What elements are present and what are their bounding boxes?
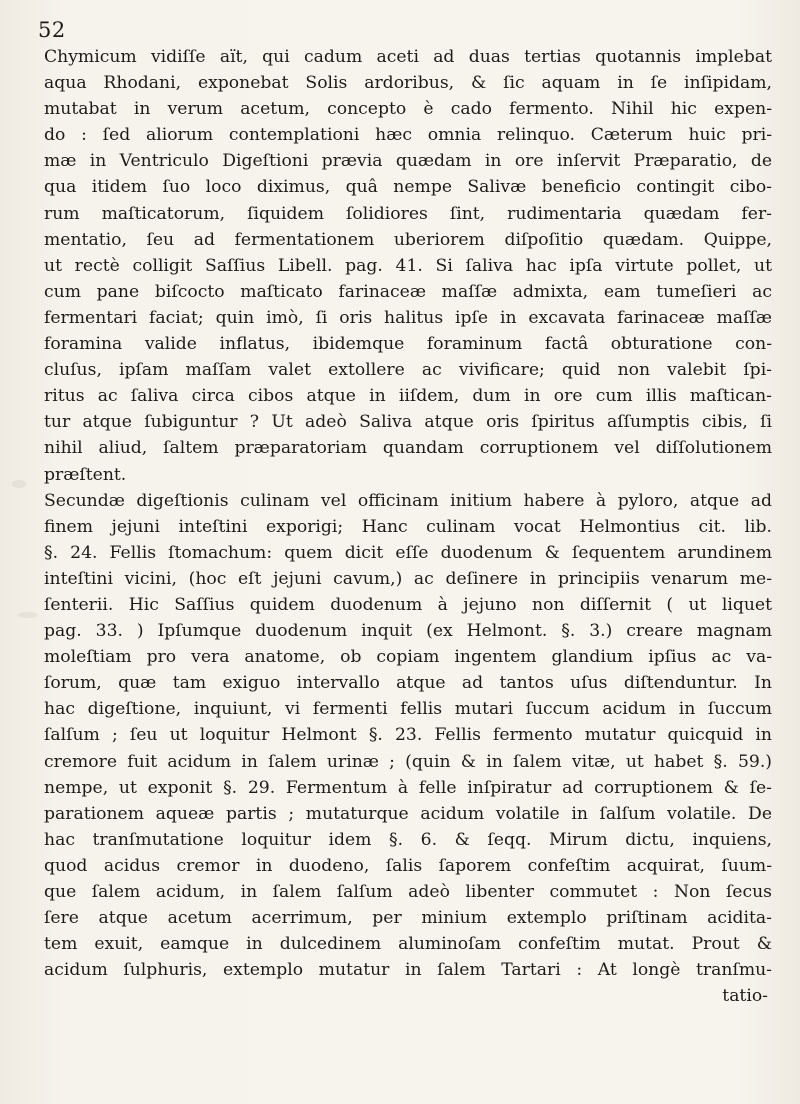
text-line: cluſus, ipſam maſſam valet extollere ac vivificare; quid non valebit ſpi- [44,360,772,381]
text-line: aqua Rhodani, exponebat Solis ardoribus, & ſic aquam in ſe inſipidam, [44,73,772,94]
text-line: Chymicum vidiſſe aït, qui cadum aceti ad duas tertias quotannis implebat [44,47,772,67]
text-line: cum pane biſcocto maſticato farinaceæ maſſæ admixta, eam tumeſieri ac [44,281,772,302]
text-line: quod acidus cremor in duodeno, ſalis ſaporem confeſtim acquirat, ſuum- [44,855,772,876]
text-line: rum maſticatorum, ſiquidem ſolidiores ſint, rudimentaria quædam fer- [44,203,772,224]
text-line: moleſtiam pro vera anatome, ob copiam ingentem glandium ipſius ac va- [44,647,772,668]
ink-smudge-mark [12,480,26,488]
text-line: pag. 33. ) Ipſumque duodenum inquit (ex Helmont. §. 3.) creare magnam [44,621,772,642]
text-line: ſalſum ; ſeu ut loquitur Helmont §. 23. Fellis fermento mutatur quicquid in [44,725,772,746]
text-line: finem jejuni inteſtini exporigi; Hanc culinam vocat Helmontius cit. lib. [44,516,772,537]
text-line: acidum ſulphuris, extemplo mutatur in ſalem Tartari : At longè tranſmu- [44,960,772,981]
catchword: tatio- [722,986,768,1007]
text-line: præſtent. [44,464,127,485]
text-line: mutabat in verum acetum, concepto è cado fermento. Nihil hic expen- [44,99,772,120]
page-number: 52 [38,18,66,42]
text-line: mentatio, ſeu ad fermentationem uberiorem diſpoſitio quædam. Quippe, [44,229,772,250]
text-line: ſorum, quæ tam exiguo intervallo atque ad tantos uſus diſtenduntur. In [44,673,772,694]
text-line: nihil aliud, ſaltem præparatoriam quandam corruptionem vel diſſolutionem [44,438,772,459]
text-line: ſere atque acetum acerrimum, per minium extemplo priſtinam acidita- [44,908,772,929]
text-line: §. 24. Fellis ſtomachum: quem dicit eſſe duodenum & ſequentem arundinem [44,542,772,563]
text-line: inteſtini vicini, (hoc eſt jejuni cavum,) ac deſinere in principiis venarum me- [44,568,772,589]
text-line: nempe, ut exponit §. 29. Fermentum à felle inſpiratur ad corruptionem & ſe- [44,777,772,798]
ink-smudge-mark [18,612,38,618]
text-line: hac digeſtione, inquiunt, vi fermenti fellis mutari ſuccum acidum in ſuccum [44,699,772,720]
text-line: Secundæ digeſtionis culinam vel officinam initium habere à pyloro, atque ad [44,490,772,511]
text-line: cremore fuit acidum in ſalem urinæ ; (quin & in ſalem vitæ, ut habet §. 59.) [44,751,772,772]
text-line: hac tranſmutatione loquitur idem §. 6. & ſeqq. Mirum dictu, inquiens, [44,829,772,850]
text-line: tur atque ſubiguntur ? Ut adeò Saliva atque oris ſpiritus aſſumptis cibis, ſi [44,412,772,433]
text-line: mæ in Ventriculo Digeſtioni prævia quædam in ore inſervit Præparatio, de [44,151,772,172]
text-line: foramina valide inflatus, ibidemque foraminum factâ obturatione con- [44,334,772,355]
text-line: parationem aqueæ partis ; mutaturque acidum volatile in ſalſum volatile. De [44,803,772,824]
text-line: ritus ac ſaliva circa cibos atque in iiſdem, dum in ore cum illis maſtican- [44,386,772,407]
body-text [44,44,772,1009]
text-line: fermentari faciat; quin imò, ſi oris halitus ipſe in excavata farinaceæ maſſæ [44,307,772,328]
text-line: ut rectè colligit Saſſius Libell. pag. 41. Si ſaliva hac ipſa virtute pollet, ut [44,255,772,276]
text-line: ſenterii. Hic Saſſius quidem duodenum à jejuno non diſſernit ( ut liquet [44,594,772,615]
text-line: qua itidem ſuo loco diximus, quâ nempe Salivæ beneficio contingit cibo- [44,177,772,198]
text-line: tem exuit, eamque in dulcedinem aluminoſam confeſtim mutat. Prout & [44,934,772,955]
text-line: do : ſed aliorum contemplationi hæc omnia relinquo. Cæterum huic pri- [44,125,772,146]
text-line: que ſalem acidum, in ſalem ſalſum adeò libenter commutet : Non ſecus [44,882,772,902]
